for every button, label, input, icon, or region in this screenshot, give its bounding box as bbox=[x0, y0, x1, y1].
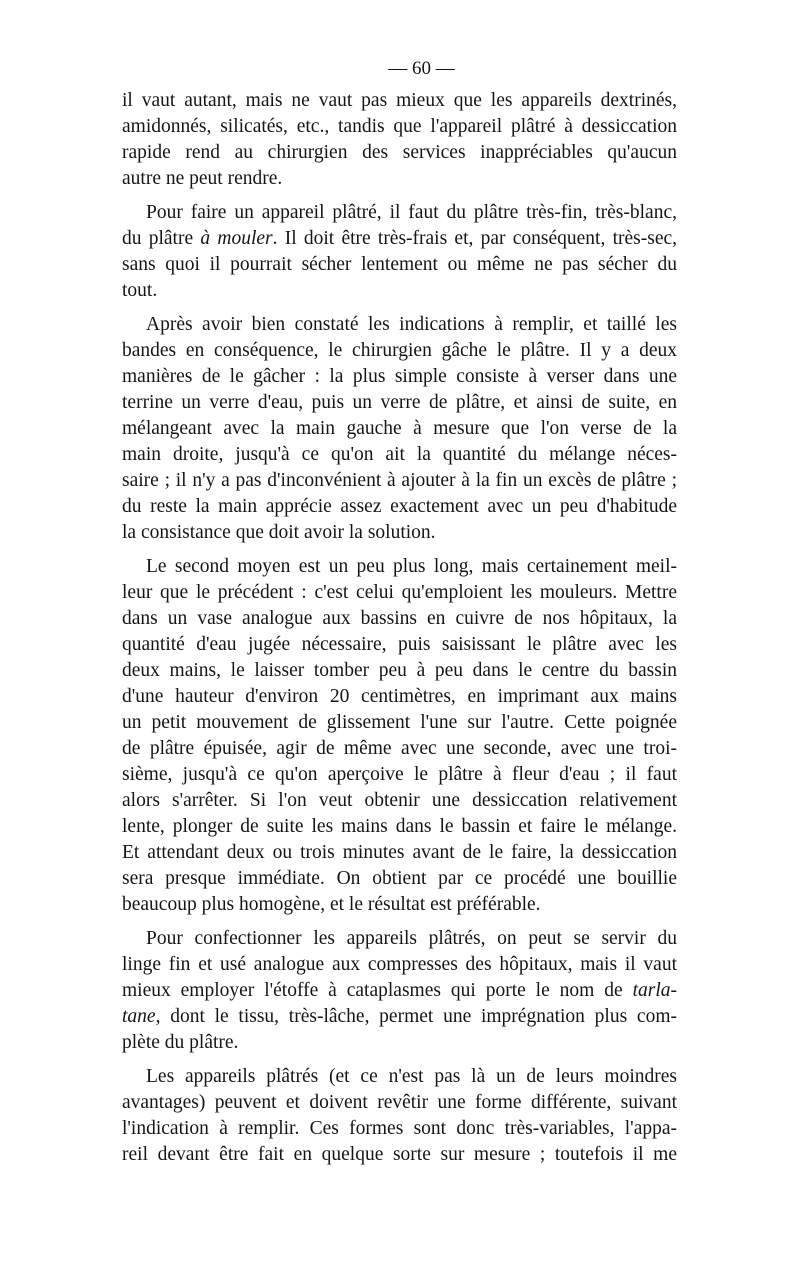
text-line: d'une hauteur d'environ 20 centimètres, en imprimant aux mains bbox=[122, 686, 677, 707]
text-line: plète du plâtre. bbox=[122, 1032, 239, 1053]
text-line: la consistance que doit avoir la solution. bbox=[122, 522, 436, 543]
paragraph bbox=[122, 554, 677, 918]
text-line: un petit mouvement de glissement l'une sur l'autre. Cette poignée bbox=[122, 712, 677, 733]
text-line: sans quoi il pourrait sécher lentement ou même ne pas sécher du bbox=[122, 254, 677, 275]
text-line bbox=[122, 1004, 677, 1030]
text-line: Les appareils plâtrés (et ce n'est pas là un de leurs moindres bbox=[146, 1066, 677, 1087]
text-line bbox=[122, 226, 677, 252]
paragraph bbox=[122, 312, 677, 546]
text-line: dans un vase analogue aux bassins en cuivre de nos hôpitaux, la bbox=[122, 608, 677, 629]
italic-term: tane bbox=[122, 1006, 156, 1027]
book-page bbox=[122, 56, 677, 1176]
text-line: Pour faire un appareil plâtré, il faut du plâtre très-fin, très-blanc, bbox=[146, 202, 677, 223]
text-line: sera presque immédiate. On obtient par ce procédé une bouillie bbox=[122, 868, 677, 889]
text-line: terrine un verre d'eau, puis un verre de plâtre, et ainsi de suite, en bbox=[122, 392, 677, 413]
text-line: bandes en conséquence, le chirurgien gâche le plâtre. Il y a deux bbox=[122, 340, 677, 361]
text-line: Pour confectionner les appareils plâtrés, on peut se servir du bbox=[146, 928, 677, 949]
text-line: autre ne peut rendre. bbox=[122, 168, 283, 189]
page-number: — 60 — bbox=[388, 58, 455, 79]
text-line: beaucoup plus homogène, et le résultat est préférable. bbox=[122, 894, 541, 915]
text-line: Et attendant deux ou trois minutes avant de le faire, la dessiccation bbox=[122, 842, 677, 863]
text-line: mélangeant avec la main gauche à mesure que l'on verse de la bbox=[122, 418, 677, 439]
text-line: de plâtre épuisée, agir de même avec une seconde, avec une troi- bbox=[122, 738, 677, 759]
italic-term: à mouler bbox=[200, 228, 273, 249]
text-line: avantages) peuvent et doivent revêtir une forme différente, suivant bbox=[122, 1092, 677, 1113]
paragraph bbox=[122, 200, 677, 304]
text-line: saire ; il n'y a pas d'inconvénient à ajouter à la fin un excès de plâtre ; bbox=[122, 470, 677, 491]
text-segment: du plâtre bbox=[122, 228, 201, 249]
text-line: Après avoir bien constaté les indications à remplir, et taillé les bbox=[146, 314, 677, 335]
italic-term: tarla- bbox=[632, 980, 677, 1001]
text-segment: mieux employer l'étoffe à cataplasmes qui porte le nom de bbox=[122, 980, 633, 1001]
text-line: l'indication à remplir. Ces formes sont donc très-variables, l'appa- bbox=[122, 1118, 677, 1139]
text-line: rapide rend au chirurgien des services inappréciables qu'aucun bbox=[122, 142, 677, 163]
text-line: alors s'arrêter. Si l'on veut obtenir une dessiccation relativement bbox=[122, 790, 677, 811]
text-line: manières de le gâcher : la plus simple consiste à verser dans une bbox=[122, 366, 677, 387]
text-segment: , dont le tissu, très-lâche, permet une imprégnation plus com- bbox=[155, 1006, 677, 1027]
text-line: tout. bbox=[122, 280, 158, 301]
paragraph bbox=[122, 1064, 677, 1168]
paragraph bbox=[122, 926, 677, 1056]
text-line: sième, jusqu'à ce qu'on aperçoive le plâtre à fleur d'eau ; il faut bbox=[122, 764, 677, 785]
body-text bbox=[122, 88, 677, 1168]
text-line: reil devant être fait en quelque sorte sur mesure ; toutefois il me bbox=[122, 1144, 677, 1165]
text-line: deux mains, le laisser tomber peu à peu dans le centre du bassin bbox=[122, 660, 677, 681]
text-segment: . Il doit être très-frais et, par conséquent, très-sec, bbox=[272, 228, 678, 249]
text-line: quantité d'eau jugée nécessaire, puis saisissant le plâtre avec les bbox=[122, 634, 677, 655]
text-line bbox=[122, 978, 677, 1004]
text-line: amidonnés, silicatés, etc., tandis que l'appareil plâtré à dessiccation bbox=[122, 116, 677, 137]
text-line: Le second moyen est un peu plus long, mais certainement meil- bbox=[146, 556, 677, 577]
text-line: il vaut autant, mais ne vaut pas mieux que les appareils dextrinés, bbox=[122, 90, 677, 111]
text-line: main droite, jusqu'à ce qu'on ait la quantité du mélange néces- bbox=[122, 444, 677, 465]
paragraph bbox=[122, 88, 677, 192]
text-line: du reste la main apprécie assez exactement avec un peu d'habitude bbox=[122, 496, 677, 517]
text-line: lente, plonger de suite les mains dans le bassin et faire le mélange. bbox=[122, 816, 677, 837]
text-line: leur que le précédent : c'est celui qu'emploient les mouleurs. Mettre bbox=[122, 582, 677, 603]
text-line: linge fin et usé analogue aux compresses des hôpitaux, mais il vaut bbox=[122, 954, 677, 975]
